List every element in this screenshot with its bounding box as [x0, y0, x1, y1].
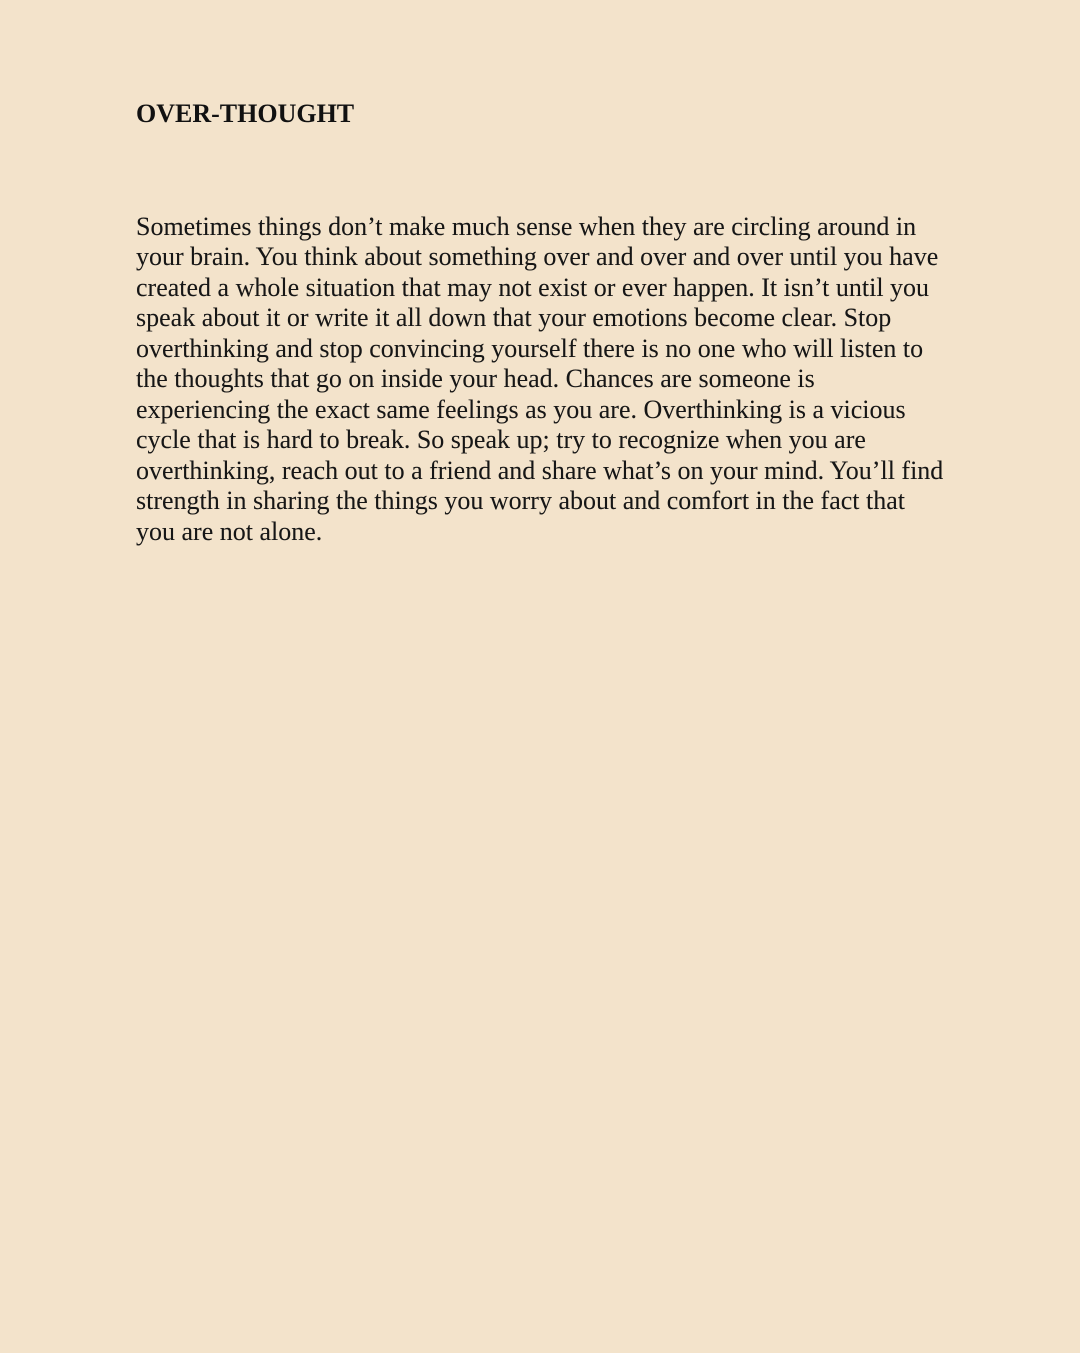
document-title: OVER-THOUGHT [136, 99, 355, 128]
body-paragraph: Sometimes things don’t make much sense when they are circling around in your brain. You think about something over and over and over until you have created a whole situation that may not exist or ever happen. It isn’t until you speak about it or write it all down that your emotions become clear. Stop overthinking and stop convincing yourself there is no one who will listen to the thoughts that go on inside your head. Chances are someone is experiencing the exact same feelings as you are. Overthinking is a vicious cycle that is hard to break. So speak up; try to recognize when you are overthinking, reach out to a friend and share what’s on your mind. You’ll find strength in sharing the things you worry about and comfort in the fact that you are not alone. [136, 212, 944, 546]
